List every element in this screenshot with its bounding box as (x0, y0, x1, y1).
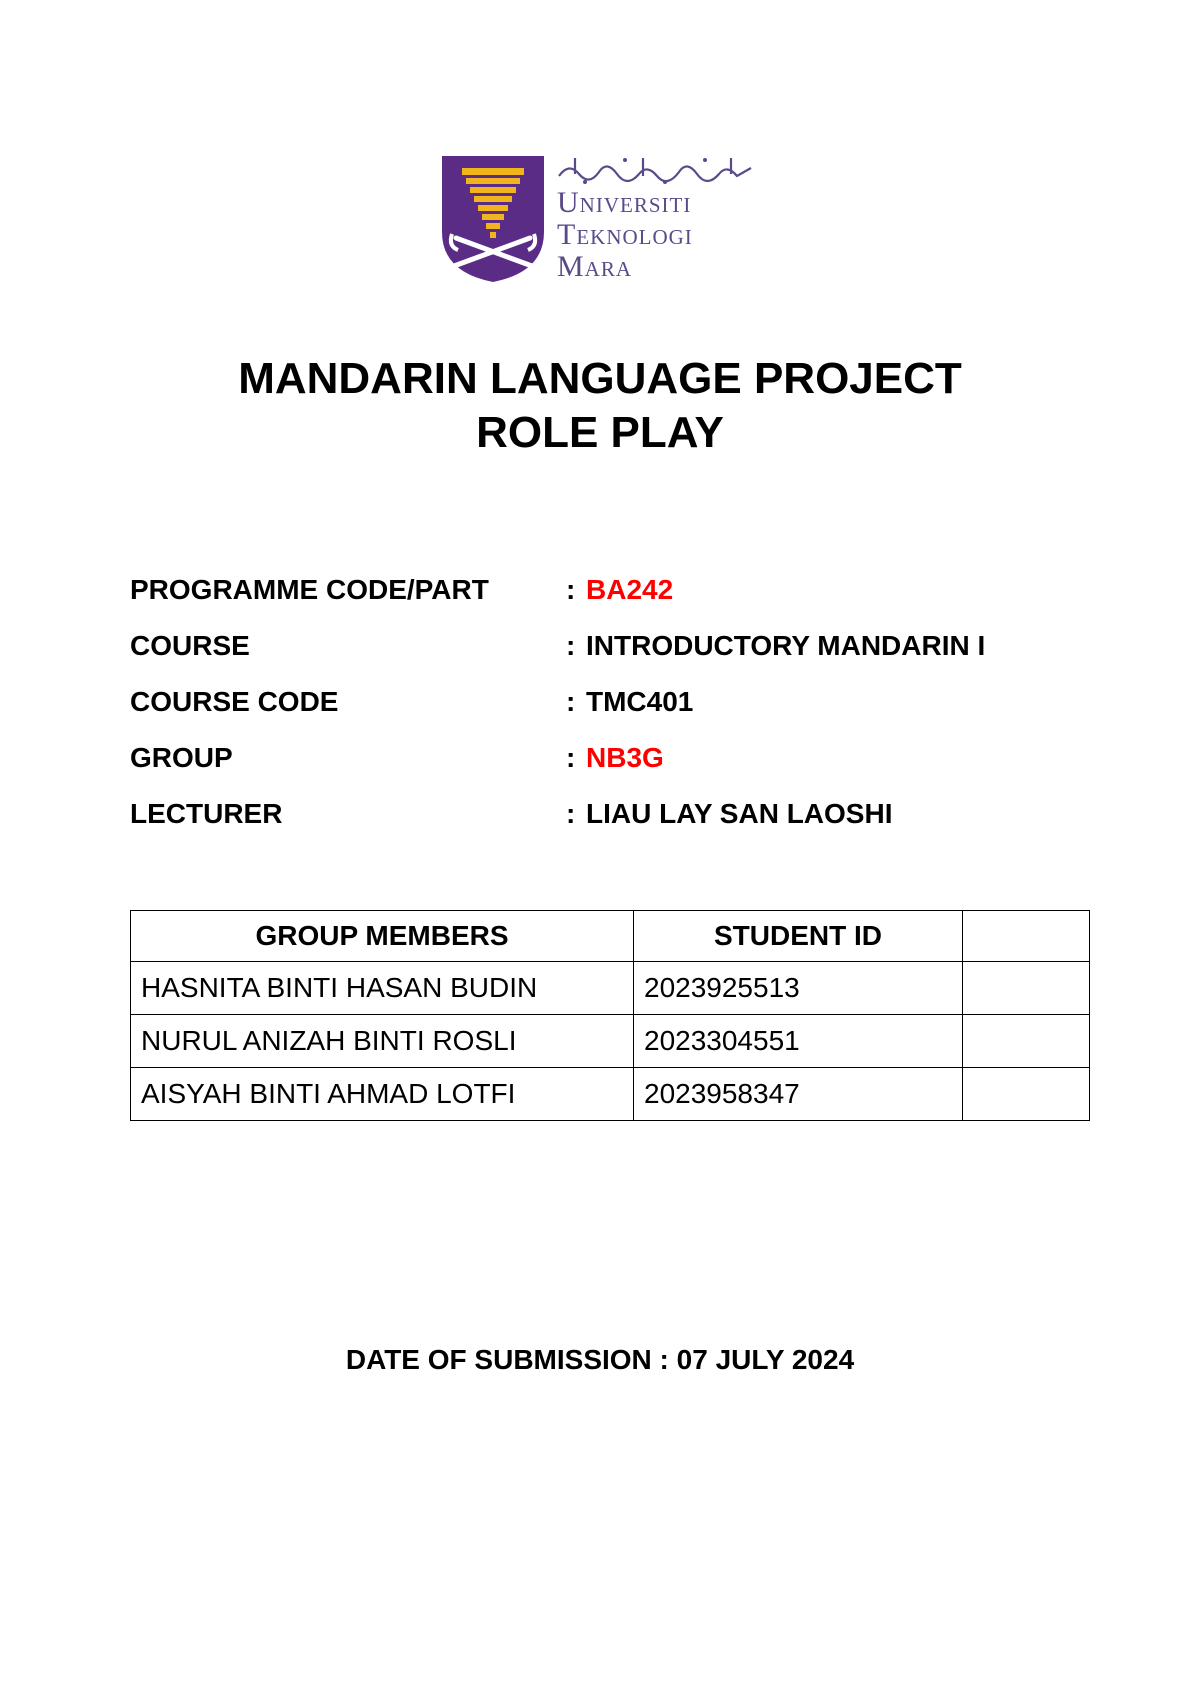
member-name: AISYAH BINTI AHMAD LOTFI (131, 1068, 634, 1121)
page-title: MANDARIN LANGUAGE PROJECT (238, 354, 962, 403)
info-value: LIAU LAY SAN LAOSHI (586, 798, 893, 829)
submission-date: DATE OF SUBMISSION : 07 JULY 2024 (345, 1344, 855, 1375)
info-label: LECTURER (130, 798, 283, 829)
info-separator: : (566, 574, 576, 605)
info-separator: : (566, 630, 576, 661)
logo-line-universiti: Universiti (557, 186, 692, 219)
logo-line-teknologi: Teknologi (557, 218, 693, 251)
info-row-lecturer (130, 796, 1130, 832)
university-logo (440, 154, 760, 284)
table-row (131, 962, 1090, 1015)
info-separator: : (566, 742, 576, 773)
logo-wordmark (555, 154, 765, 284)
header-empty (963, 911, 1090, 962)
info-value: TMC401 (586, 686, 694, 717)
empty-cell (963, 962, 1090, 1015)
empty-cell (963, 1068, 1090, 1121)
info-value: INTRODUCTORY MANDARIN I (586, 630, 986, 661)
info-row-group (130, 740, 1130, 776)
logo-line-mara: Mara (557, 250, 633, 283)
info-row-programme (130, 572, 1130, 608)
header-group-members: GROUP MEMBERS (131, 911, 634, 962)
info-value: NB3G (586, 742, 664, 773)
info-separator: : (566, 686, 576, 717)
student-id: 2023304551 (634, 1015, 963, 1068)
info-row-course-code (130, 684, 1130, 720)
member-name: HASNITA BINTI HASAN BUDIN (131, 962, 634, 1015)
uitm-crest-icon (440, 154, 546, 284)
empty-cell (963, 1015, 1090, 1068)
member-name: NURUL ANIZAH BINTI ROSLI (131, 1015, 634, 1068)
info-row-course (130, 628, 1130, 664)
info-label: COURSE CODE (130, 686, 339, 717)
info-label: PROGRAMME CODE/PART (130, 574, 489, 605)
student-id: 2023958347 (634, 1068, 963, 1121)
jawi-script-icon (555, 154, 755, 186)
header-student-id: STUDENT ID (634, 911, 963, 962)
info-label: GROUP (130, 742, 233, 773)
table-row (131, 1068, 1090, 1121)
info-label: COURSE (130, 630, 250, 661)
info-value: BA242 (586, 574, 674, 605)
student-id: 2023925513 (634, 962, 963, 1015)
table-row (131, 1015, 1090, 1068)
group-members-table (130, 910, 1090, 1121)
page-subtitle: ROLE PLAY (476, 408, 724, 457)
table-header-row (131, 911, 1090, 962)
info-separator: : (566, 798, 576, 829)
